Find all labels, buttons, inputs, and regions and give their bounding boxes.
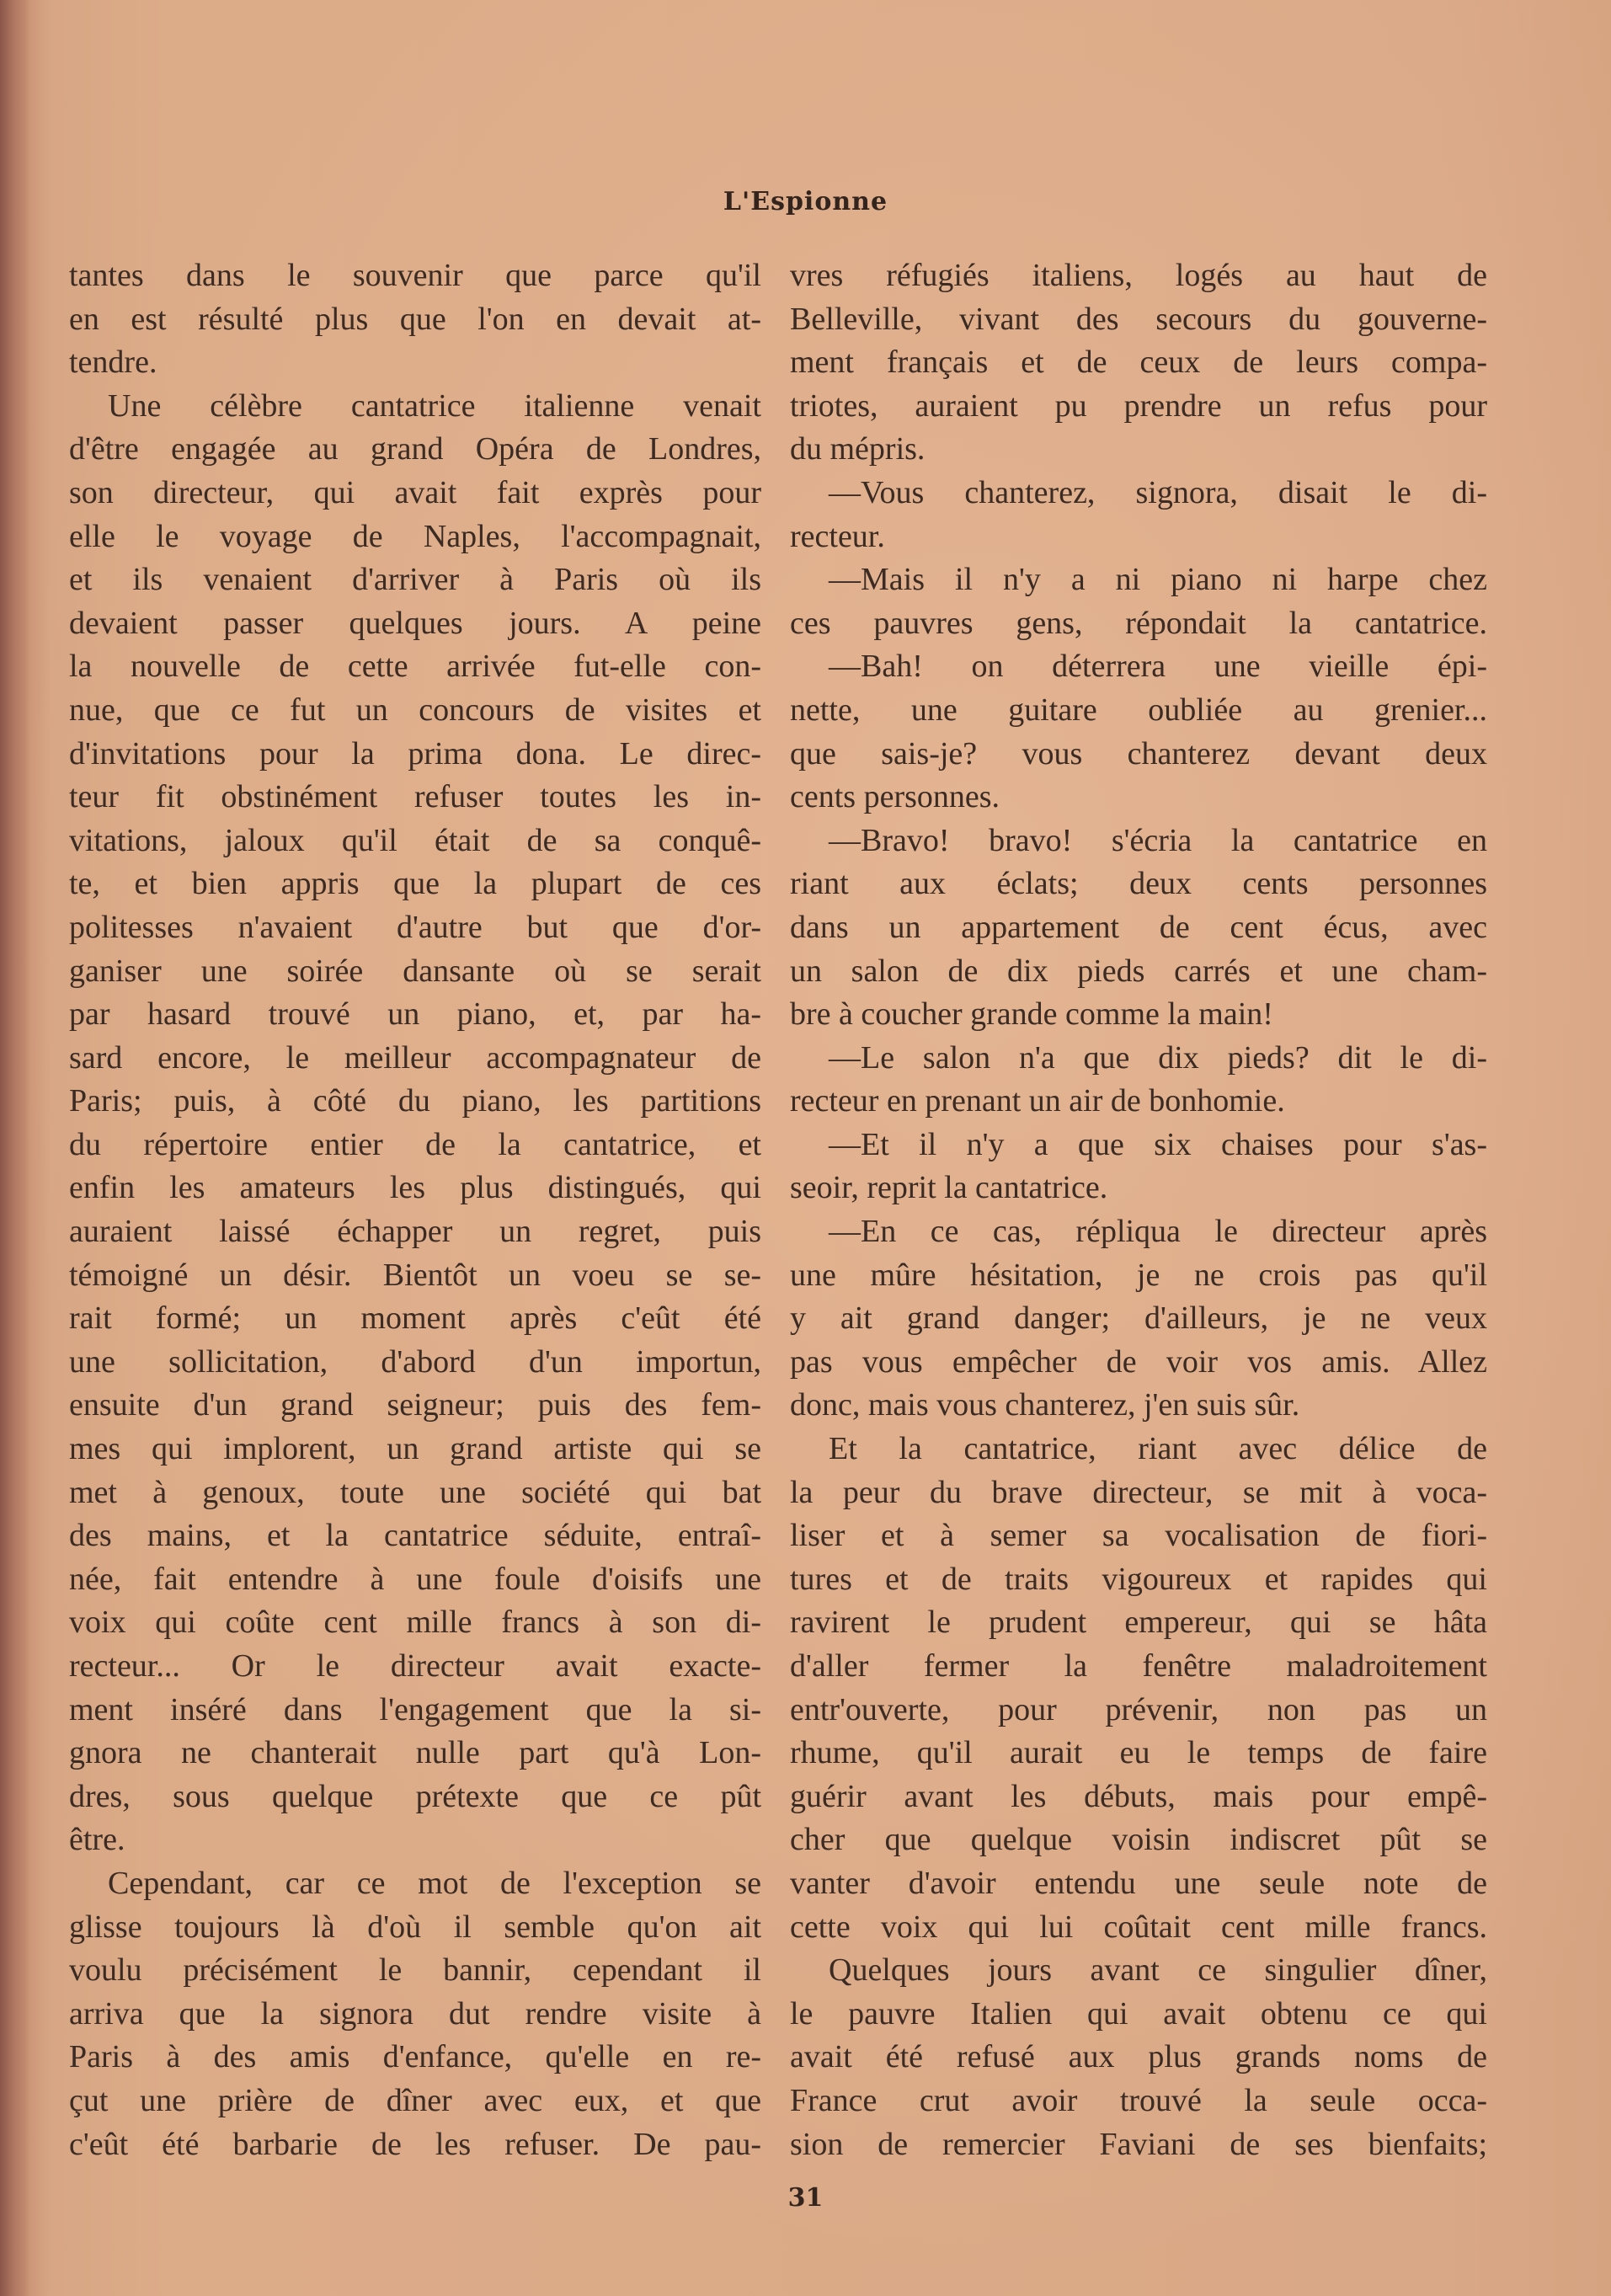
text-line: par hasard trouvé un piano, et, par ha-: [69, 996, 761, 1033]
text-line: donc, mais vous chanterez, j'en suis sûr.: [790, 1387, 1300, 1423]
text-line: —Le salon n'a que dix pieds? dit le di-: [829, 1039, 1487, 1076]
text-line: tantes dans le souvenir que parce qu'il: [69, 258, 761, 293]
text-line: recteur... Or le directeur avait exacte-: [69, 1648, 761, 1684]
text-line: être.: [69, 1822, 125, 1858]
text-line: —Bravo! bravo! s'écria la cantatrice en: [829, 822, 1487, 858]
text-line: teur fit obstinément refuser toutes les in-: [69, 779, 761, 815]
text-line: glisse toujours là d'où il semble qu'on ait: [69, 1909, 761, 1945]
text-line: liser et à semer sa vocalisation de fiori-: [790, 1518, 1487, 1554]
text-line: du mépris.: [790, 431, 926, 467]
text-line: vitations, jaloux qu'il était de sa conquê-: [69, 822, 761, 858]
text-line: cette voix qui lui coûtait cent mille francs.: [790, 1909, 1487, 1945]
text-line: ravirent le prudent empereur, qui se hâta: [790, 1605, 1487, 1641]
text-line: Paris; puis, à côté du piano, les partitions: [69, 1083, 761, 1119]
text-line: devaient passer quelques jours. A peine: [69, 605, 761, 641]
text-line: et ils venaient d'arriver à Paris où ils: [69, 562, 761, 598]
text-line: te, et bien appris que la plupart de ces: [69, 866, 761, 902]
text-line: ment inséré dans l'engagement que la si-: [69, 1691, 761, 1727]
text-line: Cependant, car ce mot de l'exception se: [108, 1865, 761, 1901]
text-line: tendre.: [69, 344, 157, 381]
text-line: voulu précisément le bannir, cependant il: [69, 1952, 761, 1989]
text-line: la nouvelle de cette arrivée fut-elle con-: [69, 649, 761, 685]
text-line: —Vous chanterez, signora, disait le di-: [829, 474, 1487, 510]
text-line: c'eût été barbarie de les refuser. De pau-: [69, 2126, 761, 2162]
text-line: ces pauvres gens, répondait la cantatrice.: [790, 605, 1487, 641]
text-line: dans un appartement de cent écus, avec: [790, 909, 1487, 945]
text-line: que sais-je? vous chanterez devant deux: [790, 735, 1487, 772]
text-line: née, fait entendre à une foule d'oisifs une: [69, 1561, 761, 1597]
text-line: sion de remercier Faviani de ses bienfaits;: [790, 2126, 1487, 2162]
text-line: nue, que ce fut un concours de visites et: [69, 691, 761, 728]
text-line: dres, sous quelque prétexte que ce pût: [69, 1778, 761, 1814]
text-line: y ait grand danger; d'ailleurs, je ne veux: [790, 1300, 1487, 1337]
text-line: enfin les amateurs les plus distingués, qui: [69, 1170, 761, 1206]
text-line: ensuite d'un grand seigneur; puis des fem-: [69, 1387, 761, 1423]
text-line: France crut avoir trouvé la seule occa-: [790, 2082, 1487, 2118]
right-text-column: [790, 254, 1487, 2166]
text-line: témoigné un désir. Bientôt un voeu se se-: [69, 1257, 761, 1293]
text-line: guérir avant les débuts, mais pour empê-: [790, 1778, 1487, 1814]
text-line: —Bah! on déterrera une vieille épi-: [829, 649, 1487, 685]
text-line: une mûre hésitation, je ne crois pas qu'il: [790, 1257, 1487, 1293]
text-line: son directeur, qui avait fait exprès pour: [69, 474, 761, 510]
text-line: —Et il n'y a que six chaises pour s'as-: [829, 1126, 1487, 1162]
text-line: d'aller fermer la fenêtre maladroitement: [790, 1648, 1487, 1684]
text-line: des mains, et la cantatrice séduite, entraî-: [69, 1518, 761, 1554]
text-line: rait formé; un moment après c'eût été: [69, 1300, 761, 1337]
text-line: un salon de dix pieds carrés et une cham-: [790, 953, 1487, 989]
text-line: çut une prière de dîner avec eux, et que: [69, 2082, 761, 2118]
page-binding-shadow: [0, 0, 30, 2296]
text-line: gnora ne chanterait nulle part qu'à Lon-: [69, 1735, 761, 1771]
text-line: ment français et de ceux de leurs compa-: [790, 344, 1487, 381]
page-number: 31: [787, 2183, 824, 2213]
text-line: sard encore, le meilleur accompagnateur de: [69, 1039, 761, 1076]
text-line: en est résulté plus que l'on en devait at-: [69, 301, 761, 337]
text-line: Et la cantatrice, riant avec délice de: [829, 1431, 1487, 1467]
text-line: nette, une guitare oubliée au grenier...: [790, 691, 1487, 728]
text-line: vanter d'avoir entendu une seule note de: [790, 1865, 1487, 1901]
text-line: elle le voyage de Naples, l'accompagnait,: [69, 518, 761, 554]
text-line: triotes, auraient pu prendre un refus pour: [790, 387, 1487, 424]
text-line: pas vous empêcher de voir vos amis. Allez: [790, 1343, 1487, 1380]
text-line: la peur du brave directeur, se mit à voca-: [790, 1474, 1487, 1510]
text-line: riant aux éclats; deux cents personnes: [790, 866, 1487, 902]
text-line: recteur en prenant un air de bonhomie.: [790, 1083, 1285, 1119]
text-line: cents personnes.: [790, 779, 1000, 815]
text-line: Belleville, vivant des secours du gouverne-: [790, 301, 1487, 337]
text-line: d'invitations pour la prima dona. Le direc-: [69, 735, 761, 772]
text-line: d'être engagée au grand Opéra de Londres,: [69, 431, 761, 467]
text-line: cher que quelque voisin indiscret pût se: [790, 1822, 1487, 1858]
text-line: entr'ouverte, pour prévenir, non pas un: [790, 1691, 1487, 1727]
text-line: voix qui coûte cent mille francs à son di-: [69, 1605, 761, 1641]
text-line: arriva que la signora dut rendre visite à: [69, 1995, 761, 2032]
text-line: mes qui implorent, un grand artiste qui se: [69, 1431, 761, 1467]
running-header: L'Espionne: [723, 187, 888, 216]
text-line: Quelques jours avant ce singulier dîner,: [829, 1952, 1487, 1989]
text-line: ganiser une soirée dansante où se serait: [69, 953, 761, 989]
text-line: une sollicitation, d'abord d'un importun,: [69, 1343, 761, 1380]
text-line: Une célèbre cantatrice italienne venait: [108, 387, 761, 424]
text-line: rhume, qu'il aurait eu le temps de faire: [790, 1735, 1487, 1771]
text-line: recteur.: [790, 518, 885, 554]
text-line: vres réfugiés italiens, logés au haut de: [790, 258, 1487, 293]
text-line: Paris à des amis d'enfance, qu'elle en re-: [69, 2039, 761, 2075]
text-line: —En ce cas, répliqua le directeur après: [829, 1214, 1487, 1250]
left-text-column: [69, 254, 761, 2166]
text-line: politesses n'avaient d'autre but que d'or-: [69, 909, 761, 945]
text-line: le pauvre Italien qui avait obtenu ce qui: [790, 1995, 1487, 2032]
text-line: met à genoux, toute une société qui bat: [69, 1474, 761, 1510]
text-line: —Mais il n'y a ni piano ni harpe chez: [829, 562, 1487, 598]
text-line: du répertoire entier de la cantatrice, et: [69, 1126, 761, 1162]
text-line: tures et de traits vigoureux et rapides qui: [790, 1561, 1487, 1597]
text-line: seoir, reprit la cantatrice.: [790, 1170, 1108, 1206]
text-line: bre à coucher grande comme la main!: [790, 996, 1273, 1033]
text-line: avait été refusé aux plus grands noms de: [790, 2039, 1487, 2075]
text-line: auraient laissé échapper un regret, puis: [69, 1214, 761, 1250]
